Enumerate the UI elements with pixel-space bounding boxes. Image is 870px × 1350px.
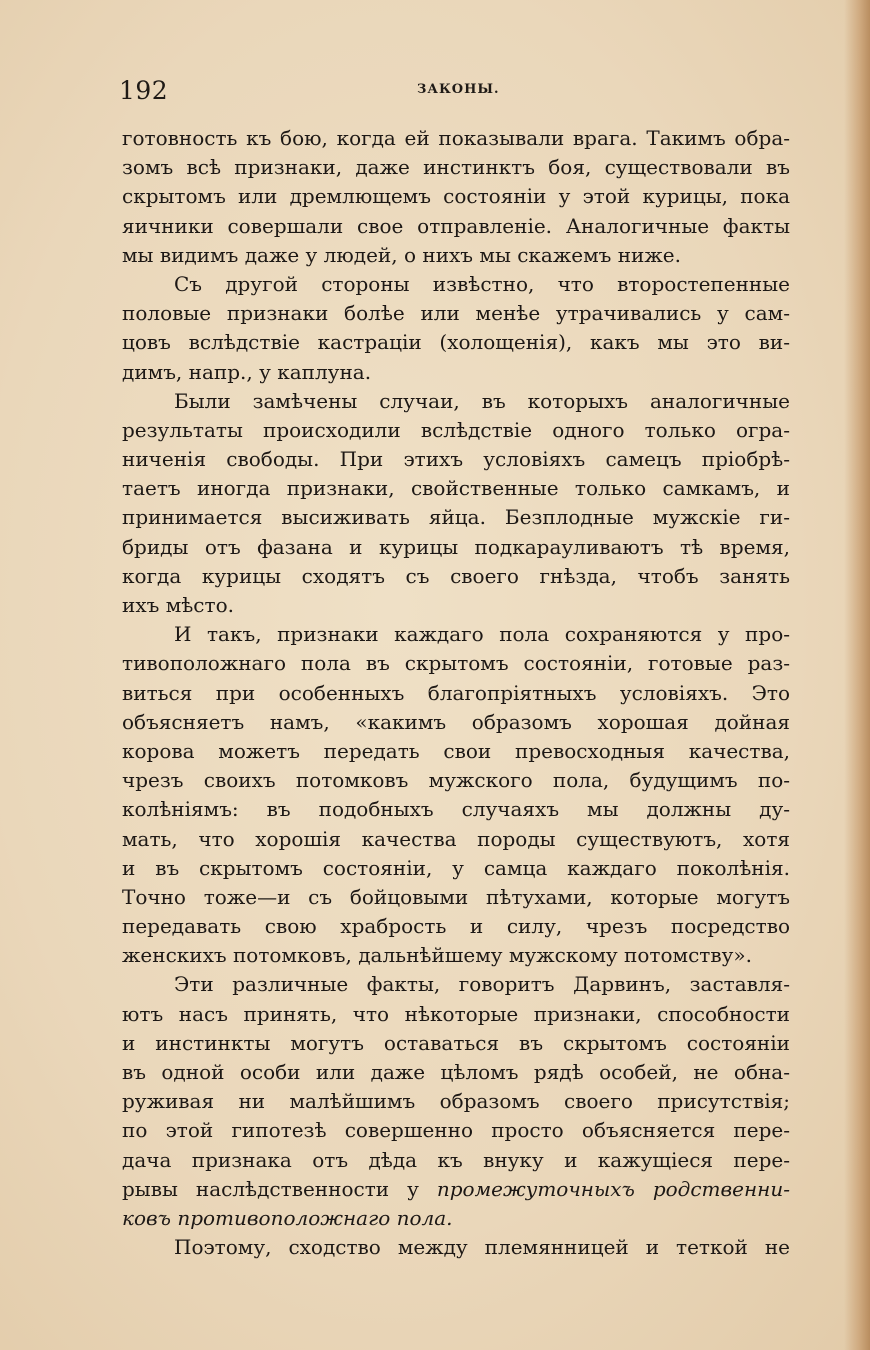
text-line: ниченія свободы. При этихъ условіяхъ самецъ пріобрѣ- — [122, 447, 790, 472]
text-line: объясняетъ намъ, «какимъ образомъ хорошая дойная — [122, 709, 790, 734]
emphasized-text-line: ковъ противоположнаго пола. — [122, 1205, 453, 1230]
text-line: бриды отъ фазана и курицы подкарауливаютъ тѣ время, — [122, 534, 790, 559]
text-line: Съ другой стороны извѣстно, что второстепенные — [174, 271, 790, 296]
text-line: мы видимъ даже у людей, о нихъ мы скажемъ ниже. — [122, 242, 681, 267]
text-line: результаты происходили вслѣдствіе одного только огра- — [122, 417, 790, 442]
text-line: цовъ вслѣдствіе кастраціи (холощенія), какъ мы это ви- — [122, 330, 790, 355]
text-line: скрытомъ или дремлющемъ состояніи у этой курицы, пока — [122, 184, 790, 209]
paragraph — [122, 387, 790, 621]
text-line: принимается высиживать яйца. Безплодные мужскіе ги- — [122, 505, 790, 530]
text-line: чрезъ своихъ потомковъ мужского пола, будущимъ по- — [122, 768, 790, 793]
text-line: Поэтому, сходство между племянницей и теткой не — [174, 1235, 790, 1260]
text-span: рывы наслѣдственности у — [122, 1176, 437, 1201]
text-line: яичники совершали свое отправленіе. Аналогичные факты — [122, 213, 790, 238]
text-line: зомъ всѣ признаки, даже инстинктъ боя, существовали въ — [122, 155, 790, 180]
text-line: и въ скрытомъ состояніи, у самца каждаго поколѣнія. — [122, 855, 790, 880]
text-line: и инстинкты могутъ оставаться въ скрытомъ состояніи — [122, 1030, 790, 1055]
text-line: когда курицы сходятъ съ своего гнѣзда, чтобъ занять — [122, 563, 790, 588]
text-line: ихъ мѣсто. — [122, 593, 234, 617]
text-line: колѣніямъ: въ подобныхъ случаяхъ мы должны ду- — [122, 797, 790, 822]
text-line: Эти различные факты, говоритъ Дарвинъ, заставля- — [174, 972, 790, 997]
paragraph — [122, 970, 790, 1233]
paragraph — [122, 620, 790, 970]
text-line: въ одной особи или даже цѣломъ рядѣ особей, не обна- — [122, 1060, 790, 1084]
text-line: дача признака отъ дѣда къ внуку и кажущіеся пере- — [122, 1147, 790, 1172]
emphasized-text: промежуточныхъ родственни- — [436, 1176, 790, 1201]
text-line: ютъ насъ принять, что нѣкоторые признаки, способности — [122, 1001, 790, 1026]
page-edge-shadow — [844, 0, 870, 1350]
text-line-mixed — [122, 1175, 790, 1204]
running-title: ЗАКОНЫ. — [417, 82, 500, 97]
page-header — [119, 76, 791, 110]
text-line: Точно тоже—и съ бойцовыми пѣтухами, которые могутъ — [122, 884, 790, 909]
text-line: передавать свою храбрость и силу, чрезъ посредство — [122, 914, 790, 939]
paragraph — [122, 124, 790, 270]
text-line: половые признаки болѣе или менѣе утрачивались у сам- — [122, 301, 790, 326]
paragraph — [122, 1233, 790, 1262]
paragraph — [122, 270, 790, 387]
text-line: И такъ, признаки каждаго пола сохраняются у про- — [174, 622, 790, 647]
text-line: руживая ни малѣйшимъ образомъ своего присутствія; — [122, 1089, 790, 1114]
body-text — [122, 124, 790, 1262]
text-line: Были замѣчены случаи, въ которыхъ аналогичные — [174, 388, 790, 413]
text-line: готовность къ бою, когда ей показывали врага. Такимъ обра- — [122, 126, 790, 150]
text-line: виться при особенныхъ благопріятныхъ условіяхъ. Это — [122, 680, 790, 705]
text-line: димъ, напр., у каплуна. — [122, 359, 372, 384]
page-number: 192 — [119, 76, 169, 105]
text-line: женскихъ потомковъ, дальнѣйшему мужскому потомству». — [122, 943, 752, 968]
text-line: мать, что хорошія качества породы существуютъ, хотя — [122, 826, 790, 851]
text-line: по этой гипотезѣ совершенно просто объясняется пере- — [122, 1118, 790, 1143]
text-line: тивоположнаго пола въ скрытомъ состояніи, готовые раз- — [122, 651, 790, 676]
text-line: корова можетъ передать свои превосходныя качества, — [122, 738, 790, 763]
text-line: таетъ иногда признаки, свойственные только самкамъ, и — [122, 476, 790, 501]
